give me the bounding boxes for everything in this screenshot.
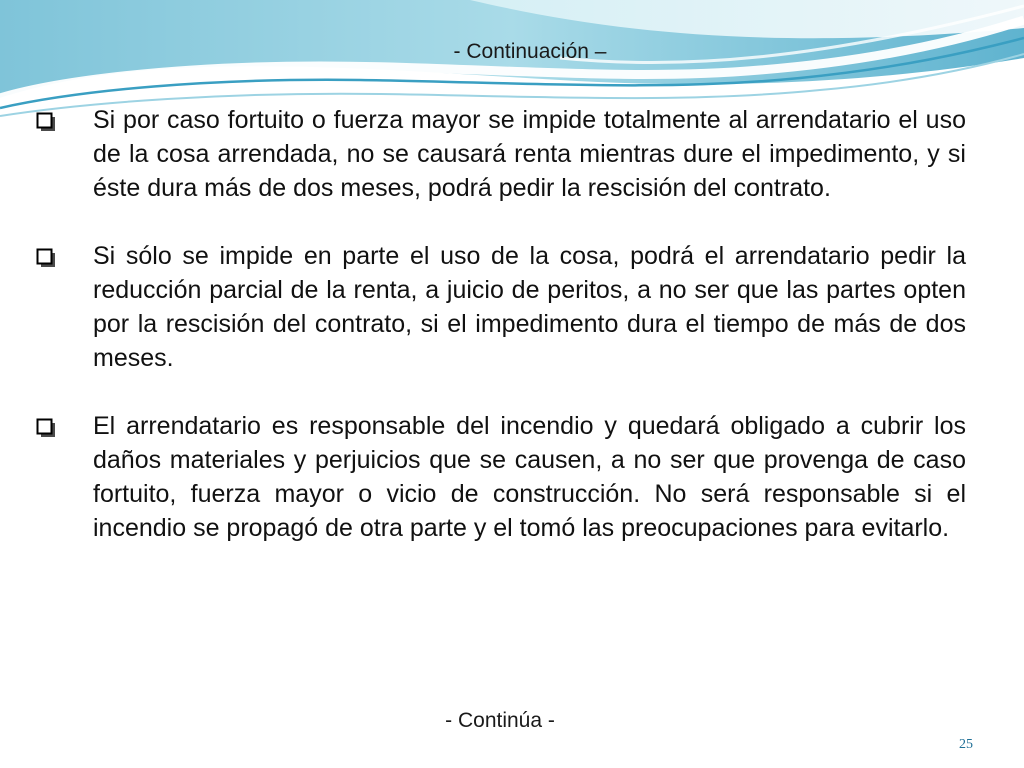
bullet-text: El arrendatario es responsable del incendio y quedará obligado a cubrir los daños materiales y perjuicios que se causen, a no ser que provenga de caso fortuito, fuerza mayor o vicio de construcción. No será responsable si el incendio se propagó de otra parte y el tomó las preocupaciones para evitarlo. — [93, 412, 966, 542]
slide-subtitle: - Continuación – — [453, 40, 607, 63]
bullet-item — [36, 409, 966, 545]
bullet-list — [36, 103, 966, 579]
checkbox-icon — [36, 418, 56, 438]
bullet-item — [36, 239, 966, 375]
checkbox-icon — [36, 112, 56, 132]
bullet-text: Si por caso fortuito o fuerza mayor se impide totalmente al arrendatario el uso de la cosa arrendada, no se causará renta mientras dure el impedimento, y si éste dura más de dos meses, podrá pedir la rescisión del contrato. — [93, 106, 966, 202]
bullet-text: Si sólo se impide en parte el uso de la cosa, podrá el arrendatario pedir la reducción parcial de la renta, a juicio de peritos, a no ser que las partes opten por la rescisión del contrato, si el impedimento dura el tiempo de más de dos meses. — [93, 242, 966, 372]
footer-continue-note: - Continúa - — [445, 709, 555, 732]
checkbox-icon — [36, 248, 56, 268]
bullet-item — [36, 103, 966, 205]
page-number: 25 — [959, 737, 973, 752]
